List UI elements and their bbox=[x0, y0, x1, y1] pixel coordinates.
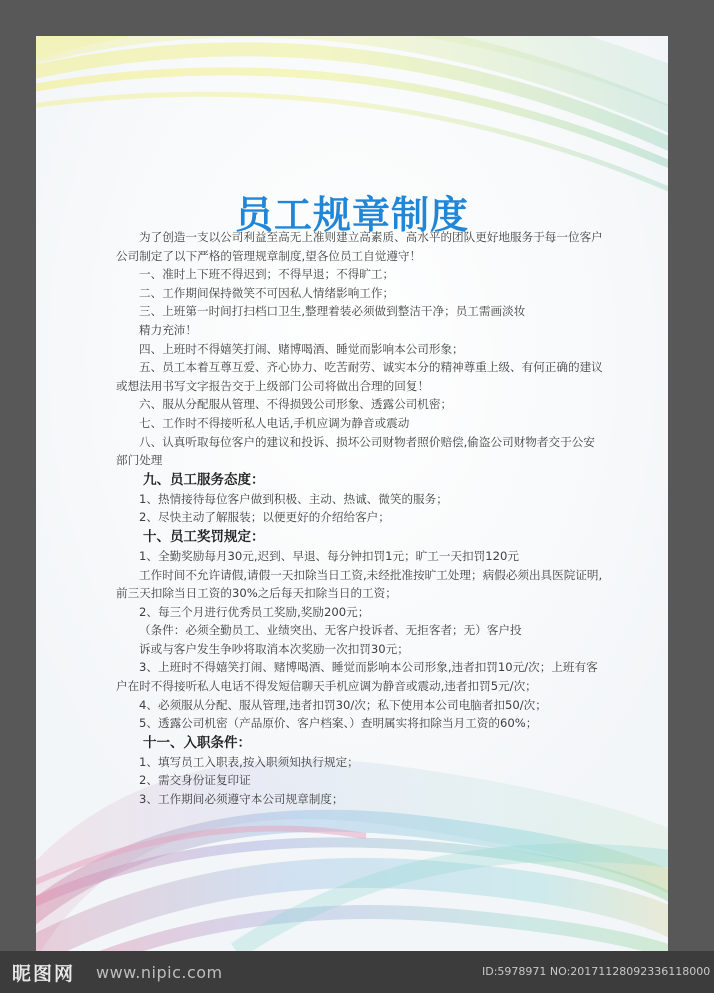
rule-item: 八、认真听取每位客户的建议和投诉、损坏公司财物者照价赔偿,偷盗公司财物者交于公安部门处理 bbox=[116, 434, 595, 468]
watermark-logo: 昵图网 bbox=[12, 963, 76, 985]
intro-paragraph: 为了创造一支以公司利益至高无上准则建立高素质、高水平的团队更好地服务于每一位客户公司制定了以下严格的管理规章制度,望各位员工自觉遵守！ bbox=[116, 230, 603, 263]
section-item: 3、工作期间必须遵守本公司规章制度； bbox=[139, 792, 344, 807]
section-item: 3、上班时不得嬉笑打闹、赌博喝酒、睡觉而影响本公司形象,违者扣罚10元/次；上班有客户在时不得接听私人电话不得发短信聊天手机应调为静音或震动,违者扣罚5元/次； bbox=[116, 660, 598, 694]
rule-item: 二、工作期间保持微笑不可因私人情绪影响工作； bbox=[139, 285, 395, 300]
section-item: 4、必须服从分配、服从管理,违者扣罚30/次；私下使用本公司电脑者扣50/次； bbox=[139, 697, 547, 712]
section-heading: 十、员工奖罚规定： bbox=[143, 528, 265, 545]
section-item: 2、需交身份证复印证 bbox=[139, 773, 251, 788]
section-item: 2、尽快主动了解服装；以便更好的介绍给客户； bbox=[139, 510, 390, 525]
rule-item: 七、工作时不得接听私人电话,手机应调为静音或震动 bbox=[139, 415, 410, 430]
section-item: 诉或与客户发生争吵将取消本次奖励一次扣罚30元； bbox=[139, 641, 409, 656]
page-title: 员工规章制度 bbox=[234, 193, 469, 237]
rule-item: 一、准时上下班不得迟到；不得早退；不得旷工； bbox=[139, 267, 395, 282]
section-heading: 九、员工服务态度： bbox=[143, 471, 265, 488]
rule-item: 六、服从分配服从管理、不得损毁公司形象、透露公司机密； bbox=[139, 397, 453, 412]
section-item: 1、热情接待每位客户做到积极、主动、热诚、微笑的服务； bbox=[139, 491, 448, 506]
rule-item: 五、员工本着互尊互爱、齐心协力、吃苦耐劳、诚实本分的精神尊重上级、有何正确的建议或想法用书写文字报告交于上级部门公司将做出合理的回复！ bbox=[116, 360, 603, 393]
section-item: 1、全勤奖励每月30元,迟到、早退、每分钟扣罚1元；旷工一天扣罚120元 bbox=[139, 548, 519, 563]
section-item: 2、每三个月进行优秀员工奖励,奖励200元； bbox=[139, 604, 370, 619]
poster bbox=[36, 36, 668, 951]
rule-item: 精力充沛！ bbox=[139, 322, 197, 337]
watermark-bar bbox=[0, 951, 714, 993]
section-item: 1、填写员工入职表,按入职须知执行规定； bbox=[139, 754, 359, 769]
section-heading: 十一、入职条件： bbox=[143, 734, 251, 751]
watermark-image-id: ID:5978971 NO:20171128092336118000 bbox=[482, 965, 711, 978]
watermark-site: www.nipic.com bbox=[96, 963, 223, 982]
section-item: （条件：必须全勤员工、业绩突出、无客户投诉者、无拒客者；无）客户投 bbox=[139, 623, 522, 638]
rule-item: 四、上班时不得嬉笑打闹、赌博喝酒、睡觉而影响本公司形象； bbox=[139, 341, 464, 356]
section-item: 工作时间不允许请假,请假一天扣除当日工资,未经批准按旷工处理；病假必须出具医院证明,前三天扣除当日工资的30%之后每天扣除当日的工资； bbox=[116, 567, 603, 601]
document-body bbox=[116, 228, 606, 809]
rule-item: 三、上班第一时间打扫档口卫生,整理着装必须做到整洁干净；员工需画淡妆 bbox=[139, 304, 526, 319]
section-item: 5、透露公司机密（产品原价、客户档案、）查明属实将扣除当月工资的60%； bbox=[139, 716, 538, 731]
